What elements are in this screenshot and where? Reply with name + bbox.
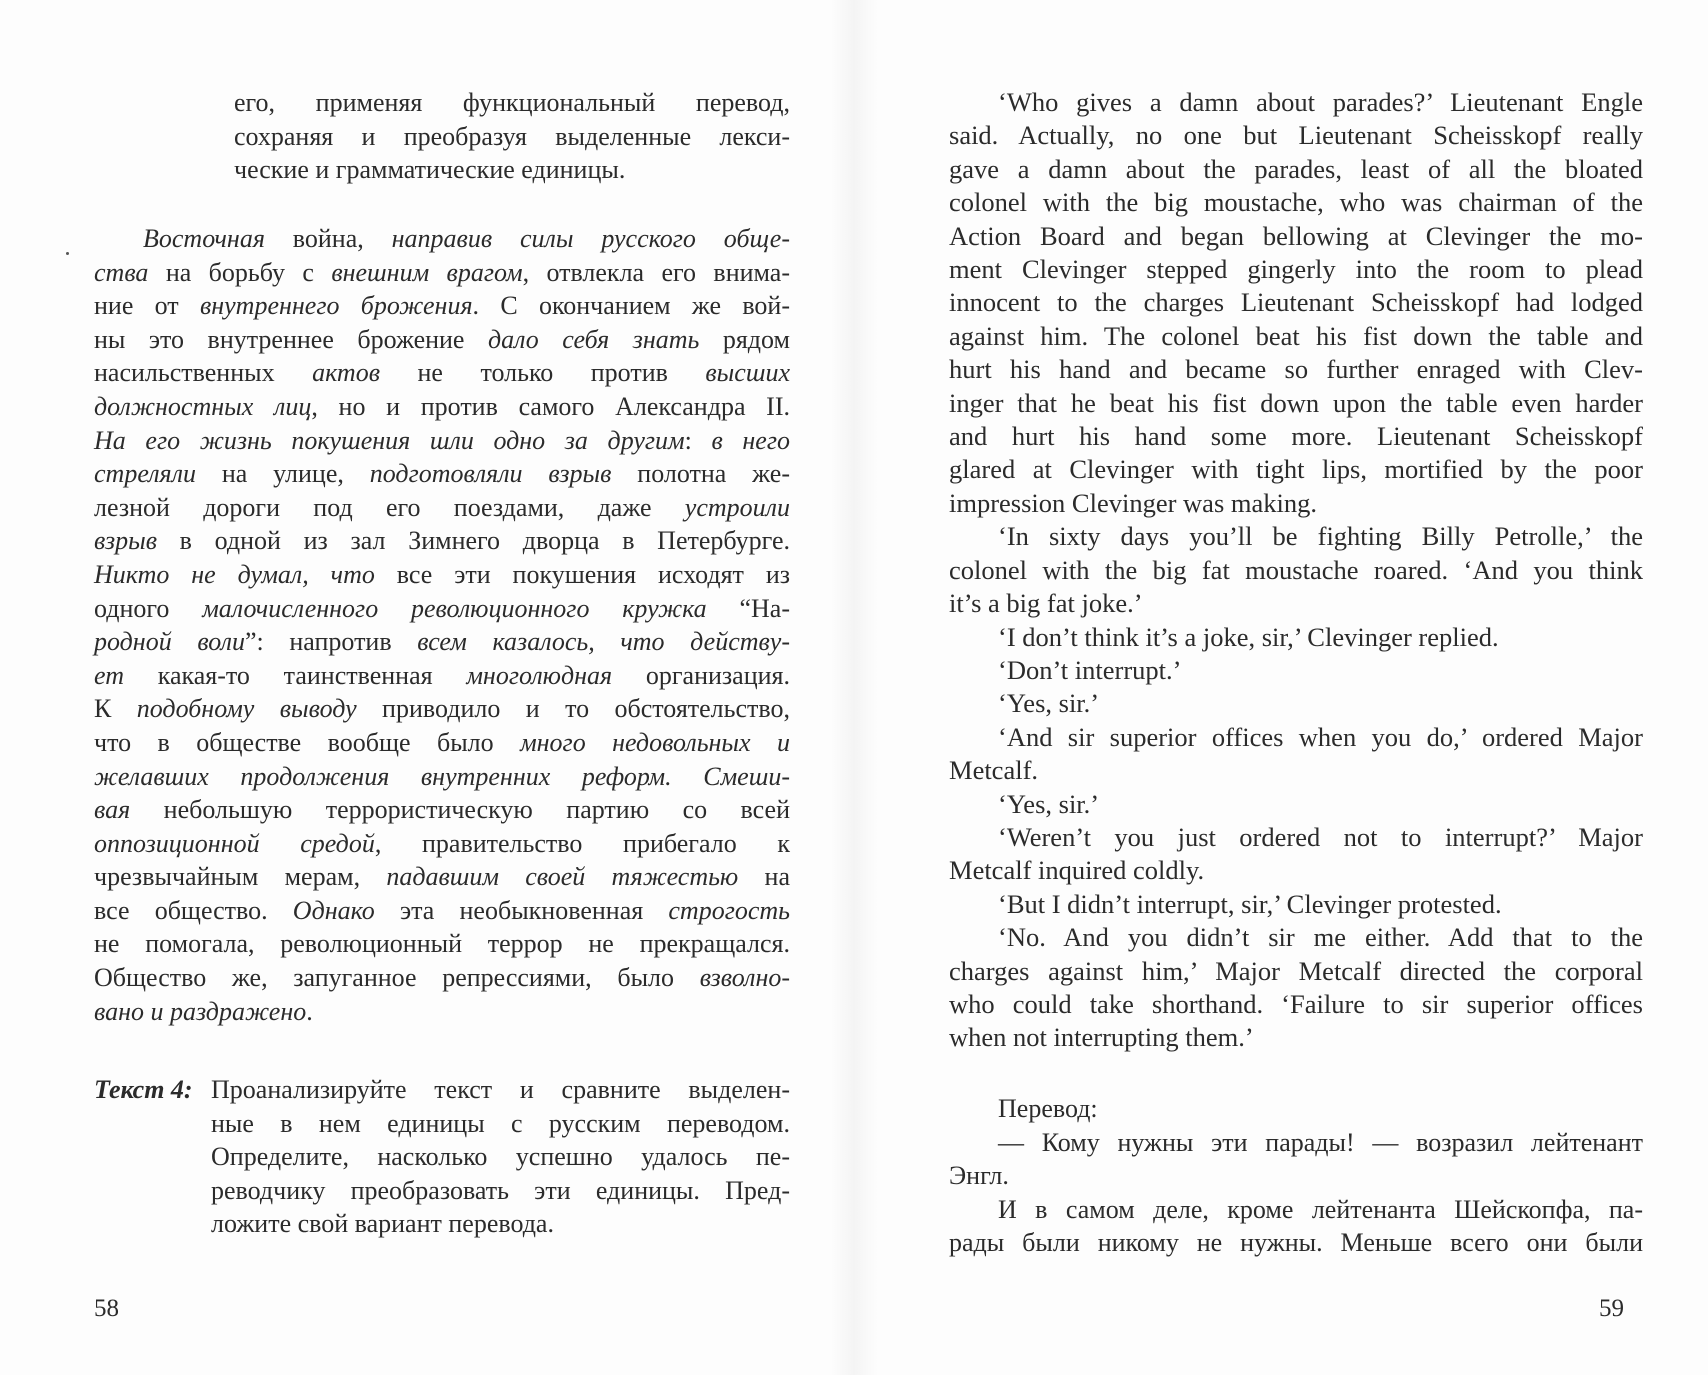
text-run: “На- bbox=[706, 593, 790, 623]
text-line bbox=[94, 927, 790, 961]
text-line bbox=[94, 961, 790, 995]
english-line: hurt his hand and became so further enraged with Clev- bbox=[949, 354, 1643, 385]
text-line bbox=[94, 390, 790, 424]
highlighted-unit: подготовляли взрыв bbox=[369, 459, 612, 489]
highlighted-unit: вая bbox=[94, 795, 131, 825]
highlighted-unit: вано и раздражено bbox=[94, 996, 307, 1026]
english-line: ‘But I didn’t interrupt, sir,’ Clevinger protested. bbox=[998, 888, 1502, 919]
english-line: ment Clevinger stepped gingerly into the room to plead bbox=[949, 254, 1643, 285]
english-line: glared at Clevinger with tight lips, mortified by the poor bbox=[949, 454, 1643, 485]
text-run: какая-то таинственная bbox=[123, 660, 467, 690]
english-line: when not interrupting them.’ bbox=[949, 1022, 1254, 1053]
english-line: against him. The colonel beat his fist down the table and bbox=[949, 320, 1643, 351]
text-run: , отвлекла его внима- bbox=[522, 257, 790, 287]
text-line bbox=[94, 222, 790, 256]
english-line: Metcalf. bbox=[949, 755, 1039, 786]
text-run: на борьбу с bbox=[148, 257, 332, 287]
text-run: , правительство прибегало к bbox=[374, 828, 790, 858]
text-run: в одной из зал Зимнего дворца в Петербурге. bbox=[156, 526, 790, 556]
task-line: реводчику преобразовать эти единицы. Пред- bbox=[211, 1175, 790, 1205]
highlighted-unit: малочисленного революционного кружка bbox=[202, 593, 707, 623]
translation-line: Энгл. bbox=[949, 1161, 1009, 1191]
translation-excerpt bbox=[949, 1092, 1643, 1260]
translation-line: рады были никому не нужны. Меньше всего они были bbox=[949, 1228, 1643, 1258]
english-excerpt bbox=[949, 86, 1643, 1055]
task-line: ные в нем единицы с русским переводом. bbox=[211, 1108, 790, 1138]
highlighted-unit: дало себя знать bbox=[487, 324, 700, 354]
highlighted-unit: строгость bbox=[668, 895, 790, 925]
text-line bbox=[94, 592, 790, 626]
text-run: Общество же, запуганное репрессиями, было bbox=[94, 963, 700, 993]
task-instructions bbox=[211, 1073, 790, 1241]
english-line: ‘And sir superior offices when you do,’ ordered Major bbox=[998, 721, 1643, 752]
text-line bbox=[94, 827, 790, 861]
highlighted-unit: всем казалось, что действу- bbox=[417, 627, 790, 657]
highlighted-unit: Никто не думал, что bbox=[94, 559, 375, 589]
text-run: насильственных bbox=[94, 358, 313, 388]
text-run: не помогала, революционный террор не прекращался. bbox=[94, 929, 790, 959]
text-run: ние от bbox=[94, 291, 200, 321]
text-line bbox=[94, 289, 790, 323]
text-run: , но и против самого Александра II. bbox=[311, 391, 790, 421]
text-line bbox=[94, 323, 790, 357]
english-line: ‘Yes, sir.’ bbox=[998, 788, 1100, 819]
text-line bbox=[94, 793, 790, 827]
highlighted-unit: многолюдная bbox=[466, 660, 613, 690]
english-line: it’s a big fat joke.’ bbox=[949, 588, 1143, 619]
text-line bbox=[94, 995, 790, 1029]
highlighted-unit: подобному выводу bbox=[136, 694, 357, 724]
text-run: полотна же- bbox=[611, 459, 791, 489]
english-line: ‘I don’t think it’s a joke, sir,’ Clevinger replied. bbox=[998, 621, 1499, 652]
highlighted-unit: Однако bbox=[292, 895, 375, 925]
margin-speck bbox=[66, 252, 69, 255]
highlighted-unit: На его жизнь покушения шли одно за другим bbox=[94, 425, 685, 455]
highlighted-unit: ет bbox=[94, 660, 124, 690]
text-run: одного bbox=[94, 593, 203, 623]
highlighted-unit: внешним врагом bbox=[331, 257, 523, 287]
highlighted-unit: желавших продолжения внутренних реформ. Смеши- bbox=[94, 761, 790, 791]
highlighted-unit: направив силы русского обще- bbox=[391, 224, 791, 253]
right-page bbox=[854, 0, 1708, 1375]
text-line bbox=[94, 491, 790, 525]
text-run: ны это внутреннее брожение bbox=[94, 324, 488, 354]
highlighted-unit: в него bbox=[711, 425, 790, 455]
text-line bbox=[94, 256, 790, 290]
text-line bbox=[94, 356, 790, 390]
text-run: приводило и то обстоятельство, bbox=[356, 694, 791, 724]
highlighted-unit: актов bbox=[312, 358, 380, 388]
task-line: ложите свой вариант перевода. bbox=[211, 1209, 554, 1239]
highlighted-unit: устроили bbox=[684, 492, 790, 522]
task-line: Проанализируйте текст и сравните выделен- bbox=[211, 1075, 790, 1104]
highlighted-unit: взволно- bbox=[699, 963, 790, 993]
text-run: что в обществе вообще было bbox=[94, 727, 521, 757]
text-run: на улице, bbox=[195, 459, 370, 489]
translation-line: — Кому нужны эти парады! — возразил лейтенант bbox=[998, 1127, 1643, 1157]
highlighted-unit: оппозиционной средой bbox=[94, 828, 375, 858]
english-line: ‘Who gives a damn about parades?’ Lieutenant Engle bbox=[998, 87, 1643, 117]
english-line: said. Actually, no one but Lieutenant Scheisskopf really bbox=[949, 120, 1643, 151]
text-run: . С окончанием же вой- bbox=[472, 291, 790, 321]
translation-line: Перевод: bbox=[998, 1094, 1098, 1123]
text-run: все общество. bbox=[94, 895, 293, 925]
text-line bbox=[94, 726, 790, 760]
english-line: colonel with the big moustache, who was chairman of the bbox=[949, 187, 1643, 218]
text-line bbox=[94, 760, 790, 794]
text-line bbox=[94, 894, 790, 928]
text-line bbox=[94, 558, 790, 592]
intro-line: его, применяя функциональный перевод, bbox=[234, 88, 790, 117]
text-run: рядом bbox=[699, 324, 790, 354]
text-run: война, bbox=[264, 224, 392, 253]
highlighted-unit: Восточная bbox=[143, 224, 265, 253]
highlighted-unit: падавшим своей тяжестью bbox=[386, 862, 739, 892]
highlighted-unit: внутреннего брожения bbox=[199, 291, 473, 321]
page-number-left: 58 bbox=[94, 1295, 119, 1322]
intro-line: сохраняя и преобразуя выделенные лекси- bbox=[234, 121, 790, 151]
text-run: небольшую террористическую партию со всей bbox=[130, 795, 790, 825]
text-run: . bbox=[306, 996, 313, 1026]
text-run: : bbox=[684, 425, 712, 455]
text-line bbox=[94, 625, 790, 659]
highlighted-unit: стреляли bbox=[94, 459, 196, 489]
english-line: ‘Weren’t you just ordered not to interrupt?’ Major bbox=[998, 821, 1643, 852]
text-run: все эти покушения исходят из bbox=[374, 559, 790, 589]
highlighted-unit: родной воли bbox=[94, 627, 245, 657]
english-line: innocent to the charges Lieutenant Scheisskopf had lodged bbox=[949, 287, 1643, 318]
text-line bbox=[94, 692, 790, 726]
text-run: чрезвычайным мерам, bbox=[94, 862, 387, 892]
text-line bbox=[94, 457, 790, 491]
highlighted-unit: высших bbox=[705, 358, 790, 388]
text-run: на bbox=[738, 862, 790, 892]
text-line bbox=[94, 524, 790, 558]
english-line: Action Board and began bellowing at Clevinger the mo- bbox=[949, 220, 1643, 251]
text-run: эта необыкновенная bbox=[374, 895, 669, 925]
highlighted-unit: много недовольных и bbox=[520, 727, 791, 757]
english-line: ‘Don’t interrupt.’ bbox=[998, 654, 1182, 685]
highlighted-unit: должностных лиц bbox=[94, 391, 312, 421]
english-line: inger that he beat his fist down upon the table even harder bbox=[949, 387, 1643, 418]
text-run: К bbox=[94, 694, 137, 724]
english-line: ‘Yes, sir.’ bbox=[998, 688, 1100, 719]
english-line: and hurt his hand some more. Lieutenant Scheisskopf bbox=[949, 421, 1643, 452]
task-line: Определите, насколько успешно удалось пе- bbox=[211, 1142, 790, 1172]
task-label: Текст 4: bbox=[94, 1075, 193, 1104]
historical-text-paragraph bbox=[94, 222, 790, 1028]
text-run: лезной дороги под его поездами, даже bbox=[94, 492, 685, 522]
text-line bbox=[94, 424, 790, 458]
english-line: colonel with the big fat moustache roared. ‘And you think bbox=[949, 554, 1643, 585]
highlighted-unit: взрыв bbox=[94, 526, 157, 556]
english-line: Metcalf inquired coldly. bbox=[949, 855, 1205, 886]
translation-line: И в самом деле, кроме лейтенанта Шейскопфа, па- bbox=[998, 1194, 1643, 1224]
intro-paragraph bbox=[234, 86, 790, 187]
text-line bbox=[94, 659, 790, 693]
english-line: impression Clevinger was making. bbox=[949, 487, 1317, 518]
english-line: charges against him,’ Major Metcalf directed the corporal bbox=[949, 955, 1643, 986]
text-run: не только против bbox=[380, 358, 706, 388]
page-number-right: 59 bbox=[1599, 1295, 1624, 1322]
english-line: ‘In sixty days you’ll be fighting Billy Petrolle,’ the bbox=[998, 521, 1643, 552]
text-run: ”: напротив bbox=[244, 627, 418, 657]
intro-line: ческие и грамматические единицы. bbox=[234, 155, 626, 185]
english-line: gave a damn about the parades, least of all the bloated bbox=[949, 153, 1643, 184]
english-line: ‘No. And you didn’t sir me either. Add that to the bbox=[998, 922, 1643, 953]
highlighted-unit: ства bbox=[94, 257, 149, 287]
text-run: организация. bbox=[612, 660, 790, 690]
english-line: who could take shorthand. ‘Failure to sir superior offices bbox=[949, 988, 1643, 1019]
text-line bbox=[94, 860, 790, 894]
